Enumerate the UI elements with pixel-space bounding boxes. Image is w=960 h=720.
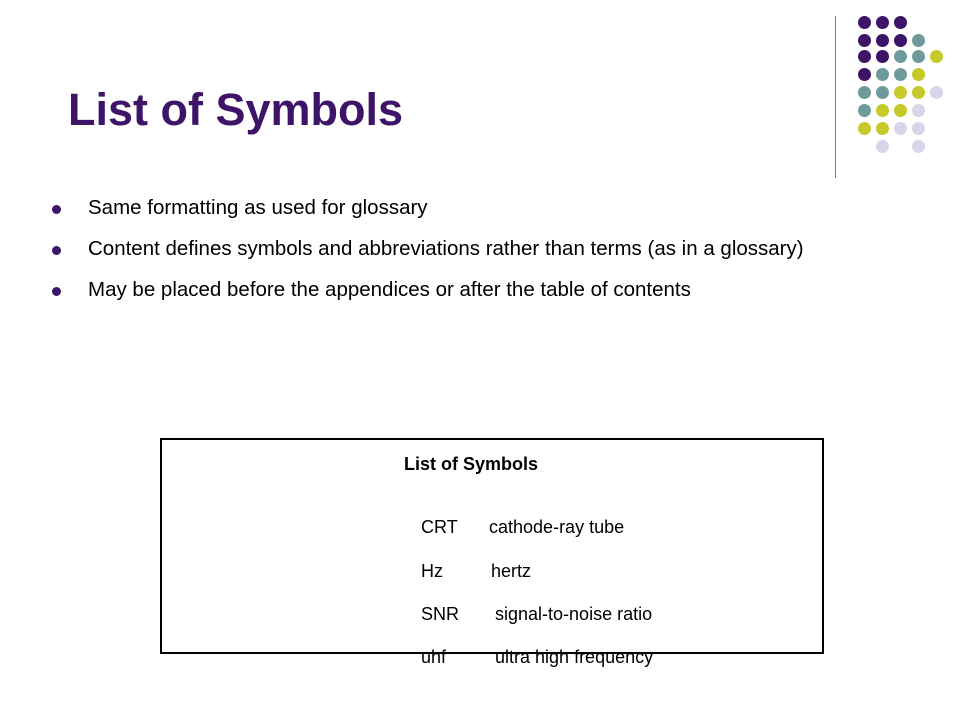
dot (858, 104, 871, 117)
bullet-text: Content defines symbols and abbreviations rather than terms (as in a glossary) (88, 237, 804, 260)
dot (894, 68, 907, 81)
bullet-marker (52, 246, 61, 255)
dot (894, 50, 907, 63)
dot (894, 104, 907, 117)
dot (894, 122, 907, 135)
dot (894, 86, 907, 99)
bullet-item (50, 276, 880, 304)
dot (876, 122, 889, 135)
symbol-abbr: uhf (421, 647, 447, 667)
dot (858, 68, 871, 81)
bullet-list (50, 194, 880, 317)
symbol-abbr: SNR (421, 604, 460, 624)
bullet-item (50, 235, 880, 263)
dot (858, 34, 871, 47)
bullet-marker (52, 205, 61, 214)
symbol-definition: hertz (491, 561, 532, 581)
dot (876, 68, 889, 81)
dot (912, 122, 925, 135)
bullet-text: May be placed before the appendices or after the table of contents (88, 278, 691, 301)
symbol-abbr: CRT (421, 517, 458, 537)
dot (894, 34, 907, 47)
symbol-entry (391, 626, 653, 689)
dot (912, 140, 925, 153)
decorative-dot-grid (842, 8, 952, 158)
slide-title: List of Symbols (68, 84, 404, 135)
dot (912, 68, 925, 81)
symbol-abbr: Hz (421, 561, 444, 581)
bullet-item (50, 194, 880, 222)
dot (876, 140, 889, 153)
symbol-definition: cathode-ray tube (489, 517, 625, 537)
dot (858, 16, 871, 29)
symbol-list-box (160, 438, 824, 667)
dot (912, 104, 925, 117)
divider-line (835, 16, 836, 178)
dot (876, 50, 889, 63)
dot (876, 16, 889, 29)
dot (912, 50, 925, 63)
dot (894, 16, 907, 29)
dot (912, 86, 925, 99)
dot (912, 34, 925, 47)
dot (876, 104, 889, 117)
symbol-definition: ultra high frequency (495, 647, 654, 667)
bullet-text: Same formatting as used for glossary (88, 196, 428, 219)
symbol-list-title: List of Symbols (404, 454, 539, 474)
dot (876, 86, 889, 99)
bullet-marker (52, 287, 61, 296)
dot (858, 86, 871, 99)
dot (930, 50, 943, 63)
dot (876, 34, 889, 47)
dot (930, 86, 943, 99)
symbol-definition: signal-to-noise ratio (495, 604, 653, 624)
dot (858, 122, 871, 135)
dot (858, 50, 871, 63)
